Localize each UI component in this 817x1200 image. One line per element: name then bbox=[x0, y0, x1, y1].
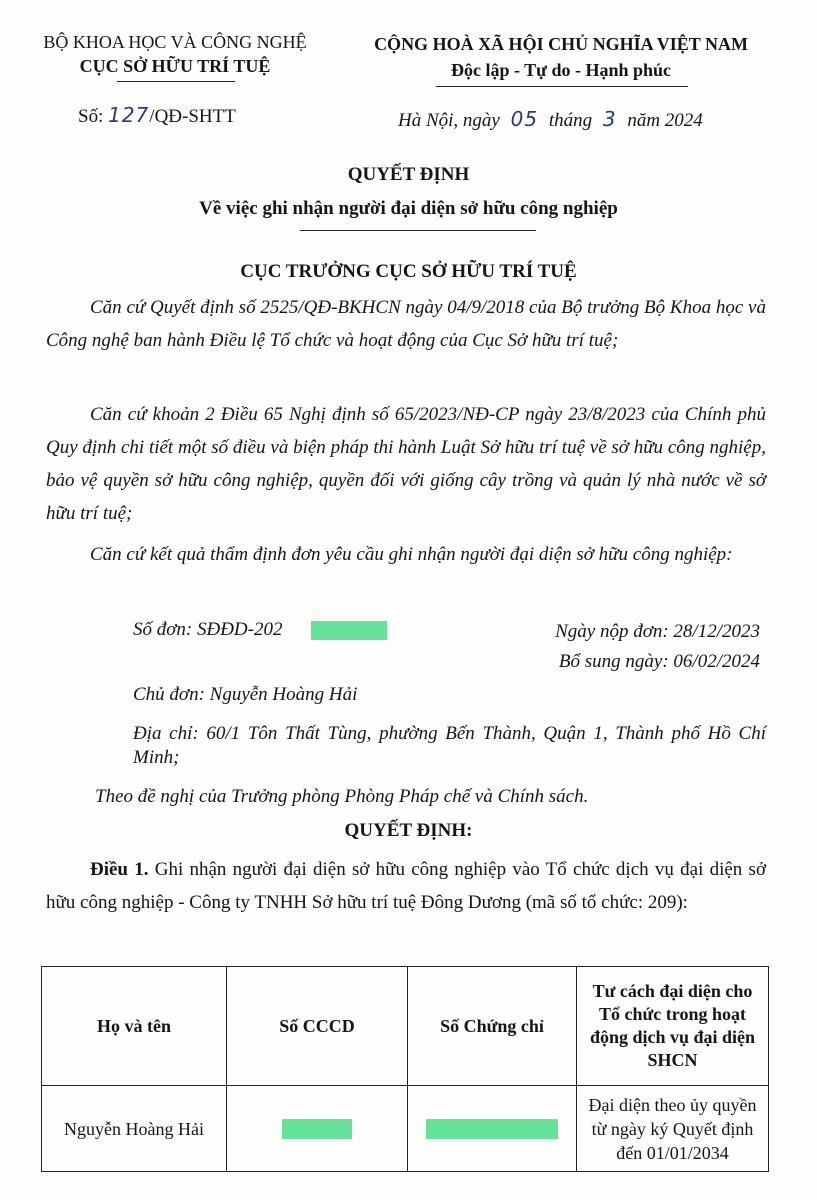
header-full-name: Họ và tên bbox=[42, 967, 227, 1086]
handwritten-number: 127 bbox=[108, 103, 150, 127]
issuing-authority: CỤC TRƯỞNG CỤC SỞ HỮU TRÍ TUỆ bbox=[240, 261, 577, 282]
supplement-date: Bổ sung ngày: 06/02/2024 bbox=[558, 651, 760, 672]
applicant-address: Địa chỉ: 60/1 Tôn Thất Tùng, phường Bến Thành, Quận 1, Thành phố Hồ Chí Minh; bbox=[133, 723, 766, 768]
handwritten-day: 05 bbox=[510, 107, 539, 131]
applicant-name: Chủ đơn: Nguyễn Hoàng Hải bbox=[133, 684, 358, 705]
redacted-id-number bbox=[282, 1119, 352, 1139]
ministry-name: BỘ KHOA HỌC VÀ CÔNG NGHỆ bbox=[43, 32, 307, 52]
article-1-label: Điều 1. bbox=[90, 859, 149, 880]
representatives-table bbox=[41, 966, 769, 1172]
document-subject: Về việc ghi nhận người đại diện sở hữu công nghiệp bbox=[199, 198, 618, 219]
proposal-line: Theo đề nghị của Trưởng phòng Phòng Pháp chế và Chính sách. bbox=[95, 786, 589, 807]
decision-heading: QUYẾT ĐỊNH: bbox=[344, 820, 473, 841]
article-1-text: Ghi nhận người đại diện sở hữu công nghiệp vào Tổ chức dịch vụ đại diện sở hữu công nghiệp - Công ty TNHH Sở hữu trí tuệ Đông Dương (mã số tổ chức: 209): bbox=[46, 859, 766, 913]
document-title: QUYẾT ĐỊNH bbox=[347, 164, 470, 185]
decision-number: Số: 127/QĐ-SHTT bbox=[78, 103, 236, 127]
redacted-certificate-number bbox=[426, 1119, 558, 1139]
application-number: Số đơn: SĐĐD-202 bbox=[133, 619, 283, 640]
table-header-row bbox=[42, 967, 769, 1086]
basis-paragraph-2: Căn cứ khoản 2 Điều 65 Nghị định số 65/2023/NĐ-CP ngày 23/8/2023 của Chính phủ Quy định chi tiết một số điều và biện pháp thi hành Luật Sở hữu trí tuệ về sở hữu công nghiệp, bảo vệ quyền sở hữu công nghiệp, quyền đối với giống cây trồng và quản lý nhà nước về sở hữu trí tuệ; bbox=[46, 404, 766, 524]
header-certificate-number: Số Chứng chỉ bbox=[408, 967, 577, 1086]
basis-paragraph-1: Căn cứ Quyết định số 2525/QĐ-BKHCN ngày 04/9/2018 của Bộ trưởng Bộ Khoa học và Công nghệ ban hành Điều lệ Tổ chức và hoạt động của Cục Sở hữu trí tuệ; bbox=[46, 297, 766, 351]
department-underline bbox=[117, 81, 235, 82]
table-row bbox=[42, 1086, 769, 1172]
representative-name: Nguyễn Hoàng Hải bbox=[42, 1086, 227, 1172]
article-1 bbox=[46, 853, 766, 919]
country-name: CỘNG HOÀ XÃ HỘI CHỦ NGHĨA VIỆT NAM bbox=[374, 34, 748, 54]
filing-date: Ngày nộp đơn: 28/12/2023 bbox=[555, 621, 760, 642]
representative-certificate-cell bbox=[408, 1086, 577, 1172]
representative-id-cell bbox=[227, 1086, 408, 1172]
motto-underline bbox=[436, 86, 688, 87]
representative-capacity: Đại diện theo ủy quyền từ ngày ký Quyết định đến 01/01/2034 bbox=[577, 1086, 769, 1172]
header-id-number: Số CCCD bbox=[227, 967, 408, 1086]
department-name: CỤC SỞ HỮU TRÍ TUỆ bbox=[79, 56, 271, 76]
decision-date: Hà Nội, ngày 05 tháng 3 năm 2024 bbox=[398, 107, 703, 131]
subject-underline bbox=[300, 230, 536, 231]
motto: Độc lập - Tự do - Hạnh phúc bbox=[450, 60, 672, 80]
redacted-application-number bbox=[311, 621, 387, 640]
basis-paragraph-3: Căn cứ kết quả thẩm định đơn yêu cầu ghi nhận người đại diện sở hữu công nghiệp: bbox=[90, 544, 733, 565]
handwritten-month: 3 bbox=[602, 107, 617, 131]
header-representation-capacity: Tư cách đại diện cho Tổ chức trong hoạt động dịch vụ đại diện SHCN bbox=[577, 967, 769, 1086]
